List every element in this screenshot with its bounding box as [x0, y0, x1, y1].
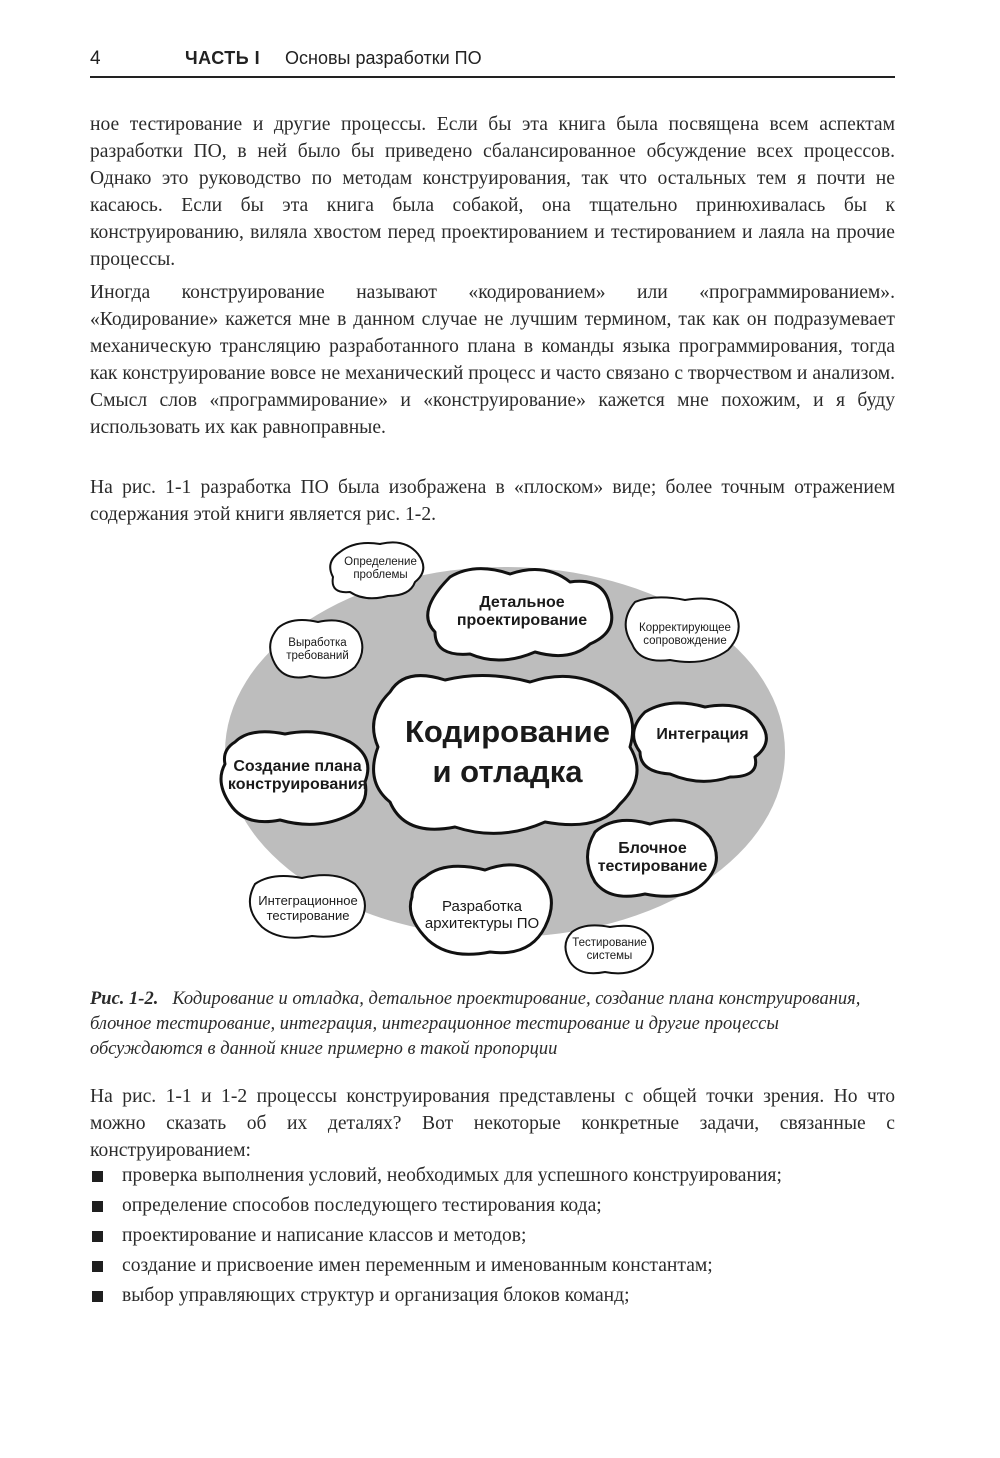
label-unit-testing-line-1: Блочное	[618, 840, 687, 857]
paragraph-2-text: Иногда конструирование называют «кодированием» или «программированием». «Кодирование» кажется мне в данном случае не лучшим термином, так как он подразумевает механическую трансляцию разработанного плана в команды языка программирования, тогда как конструирование вовсе не механический процесс и часто связано с творчеством и анализом. Смысл слов «программирование» и «конструирование» кажется мне похожим, и я буду использовать их как равноправные.	[90, 282, 895, 438]
label-integration-testing-line-2: тестирование	[266, 907, 350, 923]
label-coding-debugging-line-2: и отладка	[432, 754, 583, 790]
label-architecture-line-1: Разработка	[442, 898, 522, 915]
bullet-square-icon	[92, 1171, 103, 1182]
figure-caption-text: Кодирование и отладка, детальное проектирование, создание плана конструирования, блочное тестирование, интеграция, интеграционное тестирование и другие процессы обсуждаются в данной книге примерно в такой пропорции	[90, 989, 861, 1059]
bullet-square-icon	[92, 1291, 103, 1302]
list-item	[90, 1221, 895, 1251]
label-construction-planning-line-1: Создание плана	[233, 758, 362, 775]
figure-1-2	[200, 532, 800, 982]
page-number: 4	[90, 48, 101, 69]
paragraph-2	[90, 279, 895, 441]
label-unit-testing-line-2: тестирование	[597, 858, 708, 876]
list-item-text: проверка выполнения условий, необходимых для успешного конструирования;	[122, 1165, 782, 1186]
list-item-text: определение способов последующего тестирования кода;	[122, 1195, 602, 1216]
label-integration-testing	[248, 894, 368, 924]
chapter-title: Основы разработки ПО	[285, 48, 482, 68]
paragraph-4	[90, 1083, 895, 1164]
running-header	[90, 44, 895, 78]
label-problem-definition	[333, 556, 428, 582]
list-item-text: выбор управляющих структур и организация блоков команд;	[122, 1285, 630, 1306]
label-corrective-maintenance	[625, 622, 745, 648]
figure-caption	[90, 987, 895, 1062]
label-requirements-line-1: Выработка	[288, 637, 347, 649]
label-detailed-design-line-2: проектирование	[456, 612, 588, 630]
bullet-square-icon	[92, 1201, 103, 1212]
label-detailed-design	[432, 594, 612, 631]
label-corrective-maintenance-line-1: Корректирующее	[639, 622, 731, 634]
paragraph-1	[90, 111, 895, 273]
label-problem-definition-line-1: Определение	[344, 556, 417, 568]
list-item-text: проектирование и написание классов и методов;	[122, 1225, 527, 1246]
label-requirements	[270, 637, 365, 663]
label-corrective-maintenance-line-2: сопровождение	[643, 635, 727, 648]
paragraph-4-text: На рис. 1-1 и 1-2 процессы конструирования представлены с общей точки зрения. Но что можно сказать об их деталях? Вот некоторые конкретные задачи, связанные с конструированием:	[90, 1086, 895, 1161]
label-construction-planning-line-2: конструирования	[227, 776, 368, 794]
label-coding-debugging-line-1: Кодирование	[405, 714, 610, 749]
label-construction-planning	[225, 758, 370, 795]
list-item	[90, 1251, 895, 1281]
bullet-square-icon	[92, 1231, 103, 1242]
label-architecture	[412, 898, 552, 933]
label-integration-testing-line-1: Интеграционное	[258, 893, 358, 908]
label-architecture-line-2: архитектуры ПО	[424, 915, 540, 933]
label-coding-debugging	[380, 712, 635, 793]
label-integration	[640, 726, 765, 744]
label-integration-line-1: Интеграция	[656, 726, 749, 743]
paragraph-3-text: На рис. 1-1 разработка ПО была изображена в «плоском» виде; более точным отражением содержания этой книги является рис. 1-2.	[90, 477, 895, 525]
label-unit-testing	[585, 840, 720, 877]
part-label: ЧАСТЬ I	[185, 48, 261, 68]
paragraph-3	[90, 474, 895, 528]
label-system-testing-line-1: Тестирование	[572, 937, 647, 949]
list-item	[90, 1161, 895, 1191]
figure-ref: Рис. 1-2.	[90, 989, 159, 1009]
label-system-testing	[562, 937, 657, 963]
list-item-text: создание и присвоение имен переменным и именованным константам;	[122, 1255, 713, 1276]
list-item	[90, 1191, 895, 1221]
label-detailed-design-line-1: Детальное	[479, 594, 565, 611]
label-system-testing-line-2: системы	[586, 950, 633, 963]
paragraph-1-text: ное тестирование и другие процессы. Если бы эта книга была посвящена всем аспектам разработки ПО, в ней было бы приведено сбалансированное обсуждение всех процессов. Однако это руководство по методам конструирования, так что остальных тем я почти не касаюсь. Если бы эта книга была собакой, она тщательно принюхивалась бы к конструированию, виляла хвостом перед проектированием и тестированием и лаяла на прочие процессы.	[90, 114, 895, 270]
label-problem-definition-line-2: проблемы	[353, 569, 408, 582]
label-requirements-line-2: требований	[286, 650, 349, 663]
task-list	[90, 1161, 895, 1311]
list-item	[90, 1281, 895, 1311]
bullet-square-icon	[92, 1261, 103, 1272]
